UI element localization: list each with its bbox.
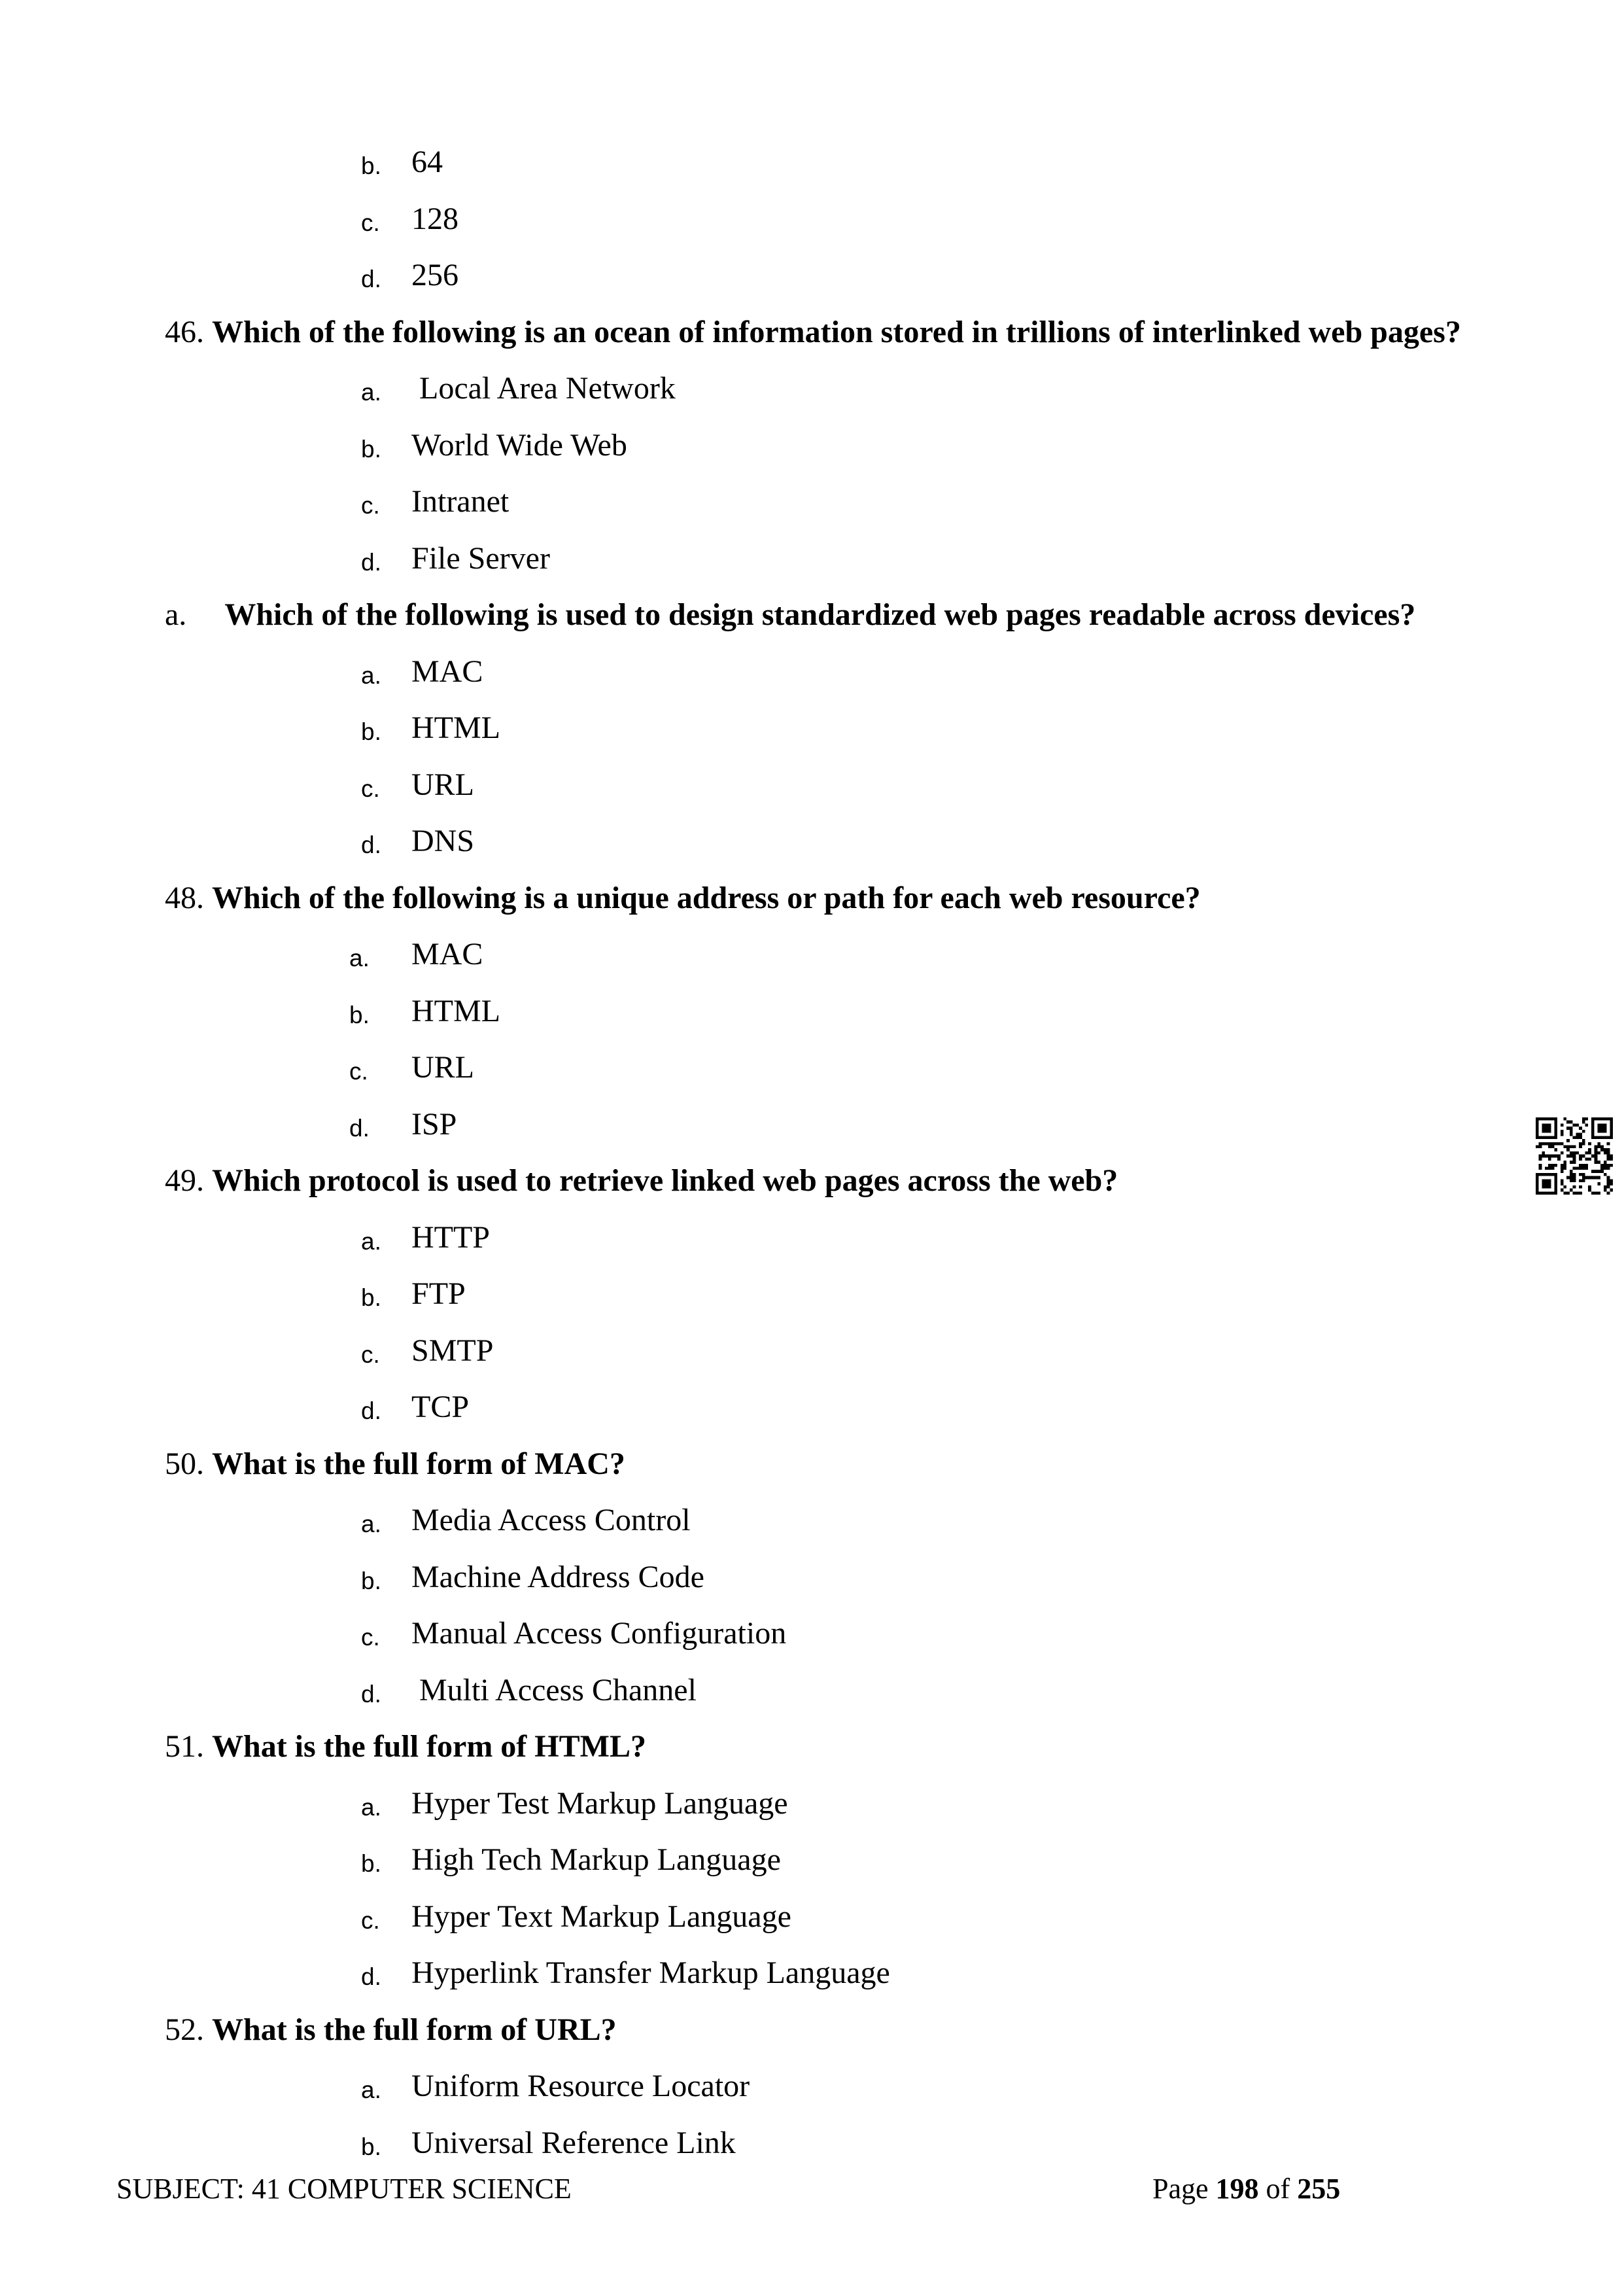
option-text: Hyper Text Markup Language xyxy=(411,1899,791,1934)
question-4 xyxy=(165,1161,1118,1200)
question-number: 46. xyxy=(165,314,204,349)
question-number: 49. xyxy=(165,1163,204,1198)
option-letter: a. xyxy=(361,661,381,689)
question-number: 50. xyxy=(165,1446,204,1481)
footer-page-number: Page 198 of 255 xyxy=(1152,2173,1341,2205)
option-letter: b. xyxy=(361,435,381,463)
option-letter: c. xyxy=(361,1906,380,1934)
option-letter: d. xyxy=(361,1397,381,1424)
option-text: Machine Address Code xyxy=(411,1559,704,1594)
option-letter: b. xyxy=(361,1567,381,1594)
option-letter: b. xyxy=(361,718,381,745)
option-text: Hyper Test Markup Language xyxy=(411,1785,788,1821)
option-text: Multi Access Channel xyxy=(419,1672,697,1708)
option-text: File Server xyxy=(411,540,550,576)
option-letter: c. xyxy=(361,492,380,519)
option-text: Universal Reference Link xyxy=(411,2125,736,2160)
question-number: 52. xyxy=(165,2012,204,2047)
question-text: What is the full form of HTML? xyxy=(212,1729,646,1764)
question-1 xyxy=(165,313,1461,352)
current-page: 198 xyxy=(1215,2173,1259,2205)
option-text: Local Area Network xyxy=(419,371,676,406)
option-letter: c. xyxy=(361,209,380,236)
question-text: Which protocol is used to retrieve linked web pages across the web? xyxy=(212,1163,1118,1198)
option-text: HTTP xyxy=(411,1219,490,1255)
option-text: ISP xyxy=(411,1106,457,1142)
option-text: MAC xyxy=(411,937,483,972)
option-letter: c. xyxy=(361,1624,380,1651)
option-text: DNS xyxy=(411,824,475,858)
subject-label: SUBJECT: 41 COMPUTER SCIENCE xyxy=(116,2173,572,2205)
total-pages: 255 xyxy=(1297,2173,1341,2205)
option-text: MAC xyxy=(411,654,483,689)
question-text: What is the full form of MAC? xyxy=(212,1446,625,1481)
question-number: 48. xyxy=(165,880,204,915)
option-text: FTP xyxy=(411,1276,466,1311)
question-number: 51. xyxy=(165,1729,204,1764)
option-text: SMTP xyxy=(411,1333,494,1368)
option-text: HTML xyxy=(411,993,500,1028)
qr-code-icon xyxy=(1536,1117,1613,1195)
option-text: 64 xyxy=(411,145,443,179)
option-letter: b. xyxy=(361,1284,381,1311)
option-letter: b. xyxy=(361,1850,381,1877)
option-letter: c. xyxy=(361,775,380,802)
option-letter: d. xyxy=(361,1680,381,1708)
question-2 xyxy=(165,595,1415,635)
option-text: HTML xyxy=(411,710,500,745)
option-letter: b. xyxy=(361,152,381,179)
option-letter: b. xyxy=(361,2133,381,2160)
option-text: URL xyxy=(411,767,474,802)
option-letter: b. xyxy=(349,1001,370,1028)
option-text: Manual Access Configuration xyxy=(411,1616,787,1651)
option-letter: d. xyxy=(361,832,381,858)
option-letter: c. xyxy=(361,1340,380,1368)
option-letter: a. xyxy=(361,1511,381,1537)
footer-subject xyxy=(116,2171,572,2207)
question-5 xyxy=(165,1445,625,1484)
option-letter: a. xyxy=(361,2076,381,2103)
question-6 xyxy=(165,1727,646,1766)
question-text: Which of the following is a unique address or path for each web resource? xyxy=(212,880,1201,915)
option-text: TCP xyxy=(411,1390,470,1424)
option-text: High Tech Markup Language xyxy=(411,1842,781,1877)
option-letter: d. xyxy=(361,1963,381,1990)
question-text: Which of the following is an ocean of information stored in trillions of interlinked web pages? xyxy=(212,314,1461,349)
question-number: a. xyxy=(165,597,187,632)
option-letter: d. xyxy=(349,1114,370,1142)
question-7 xyxy=(165,2010,617,2050)
option-text: 256 xyxy=(411,258,458,292)
option-text: Uniform Resource Locator xyxy=(411,2069,750,2103)
option-letter: a. xyxy=(361,1227,381,1255)
option-letter: a. xyxy=(361,379,381,406)
option-letter: d. xyxy=(361,266,381,292)
option-text: Intranet xyxy=(411,484,510,519)
option-letter: c. xyxy=(349,1058,368,1085)
question-3 xyxy=(165,879,1201,918)
question-text: Which of the following is used to design standardized web pages readable across devices? xyxy=(224,597,1416,632)
option-text: World Wide Web xyxy=(411,427,627,463)
question-text: What is the full form of URL? xyxy=(212,2012,617,2047)
option-text: Media Access Control xyxy=(411,1503,691,1537)
option-text: 128 xyxy=(411,201,458,236)
option-letter: d. xyxy=(361,548,381,576)
option-letter: a. xyxy=(361,1793,381,1821)
option-text: Hyperlink Transfer Markup Language xyxy=(411,1955,890,1990)
option-letter: a. xyxy=(349,945,370,972)
option-text: URL xyxy=(411,1050,474,1085)
